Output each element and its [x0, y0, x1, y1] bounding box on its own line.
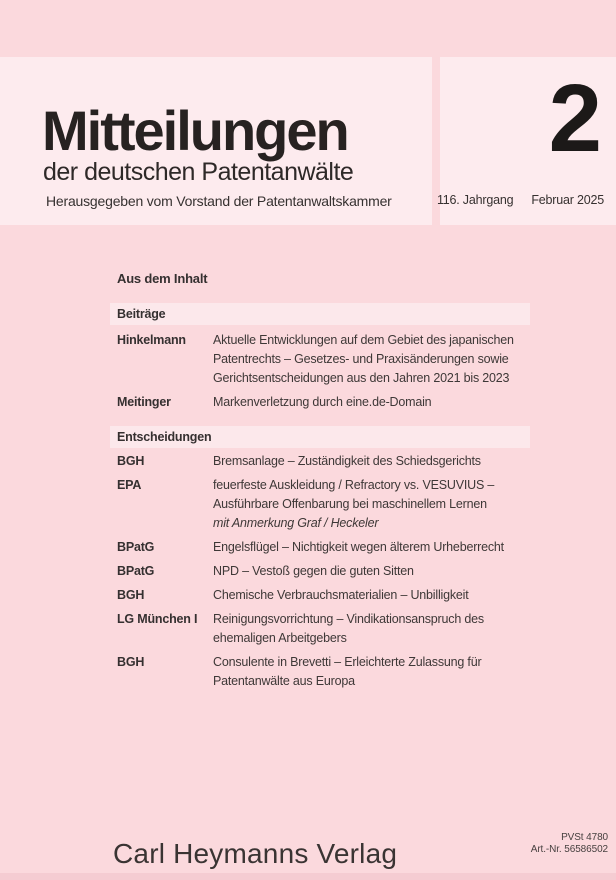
entry-author: BGH — [117, 588, 145, 602]
entry-lines — [213, 586, 530, 605]
entry-lines — [213, 452, 530, 471]
contents-heading: Aus dem Inhalt — [117, 271, 208, 286]
entry-line: Bremsanlage – Zuständigkeit des Schiedsgerichts — [213, 454, 481, 468]
print-info — [531, 832, 608, 856]
entry-line: Reinigungsvorrichtung – Vindikationsanspruch des — [213, 612, 484, 626]
entry-author: Hinkelmann — [117, 333, 186, 347]
entry-line: Chemische Verbrauchsmaterialien – Unbilligkeit — [213, 588, 469, 602]
bottom-strip — [0, 873, 616, 880]
entry-author: EPA — [117, 478, 142, 492]
entry-author: BGH — [117, 655, 145, 669]
entry-line: NPD – Vestoß gegen die guten Sitten — [213, 564, 414, 578]
entry-row — [117, 538, 530, 557]
entry-row — [117, 562, 530, 581]
entry-row — [117, 452, 530, 471]
entry-author: BPatG — [117, 564, 155, 578]
table-of-contents — [117, 271, 530, 696]
issue-date: Februar 2025 — [531, 193, 604, 207]
entry-line: Patentanwälte aus Europa — [213, 674, 355, 688]
entry-line: feuerfeste Auskleidung / Refractory vs. VESUVIUS – — [213, 478, 495, 492]
entry-lines — [213, 610, 530, 648]
entry-lines — [213, 562, 530, 581]
entry-lines — [213, 538, 530, 557]
header-issue-panel — [436, 57, 616, 225]
entry-row — [117, 331, 530, 388]
section-label: Beiträge — [117, 307, 166, 321]
entry-row — [117, 653, 530, 691]
section-label: Entscheidungen — [117, 430, 212, 444]
section-entries — [117, 331, 530, 412]
issue-number: 2 — [548, 65, 602, 172]
journal-title: Mitteilungen — [42, 99, 348, 162]
entry-row — [117, 393, 530, 412]
header-title-panel — [0, 57, 432, 225]
entry-line: Engelsflügel – Nichtigkeit wegen älterem Urheberrecht — [213, 540, 504, 554]
entry-lines — [213, 393, 530, 412]
entry-line: Consulente in Brevetti – Erleichterte Zulassung für — [213, 655, 482, 669]
entry-line: Markenverletzung durch eine.de-Domain — [213, 395, 432, 409]
entry-line: ehemaligen Arbeitgebers — [213, 631, 347, 645]
entry-line: Aktuelle Entwicklungen auf dem Gebiet des japanischen — [213, 333, 514, 347]
issue-line — [437, 193, 604, 207]
entry-author: Meitinger — [117, 395, 171, 409]
publisher-line: Herausgegeben vom Vorstand der Patentanwaltskammer — [46, 193, 392, 209]
section-bar — [110, 426, 530, 448]
section-entries — [117, 452, 530, 691]
contents-sections — [117, 303, 530, 691]
entry-line: Gerichtsentscheidungen aus den Jahren 2021 bis 2023 — [213, 371, 510, 385]
entry-lines — [213, 653, 530, 691]
entry-lines — [213, 331, 530, 388]
entry-row — [117, 610, 530, 648]
section-bar — [110, 303, 530, 325]
entry-lines — [213, 476, 530, 533]
pvst-number: PVSt 4780 — [561, 832, 608, 843]
volume-label: 116. Jahrgang — [436, 193, 514, 207]
entry-author: BPatG — [117, 540, 155, 554]
entry-note: mit Anmerkung Graf / Heckeler — [213, 516, 379, 530]
entry-author: BGH — [117, 454, 145, 468]
article-number: Art.-Nr. 56586502 — [530, 844, 608, 855]
journal-subtitle: der deutschen Patentanwälte — [43, 158, 354, 186]
entry-line: Patentrechts – Gesetzes- und Praxisänderungen sowie — [213, 352, 509, 366]
publisher-logo-text: Carl Heymanns Verlag — [113, 838, 398, 869]
entry-row — [117, 476, 530, 533]
entry-line: Ausführbare Offenbarung bei maschinellem Lernen — [213, 497, 487, 511]
entry-row — [117, 586, 530, 605]
entry-author: LG München I — [117, 612, 198, 626]
